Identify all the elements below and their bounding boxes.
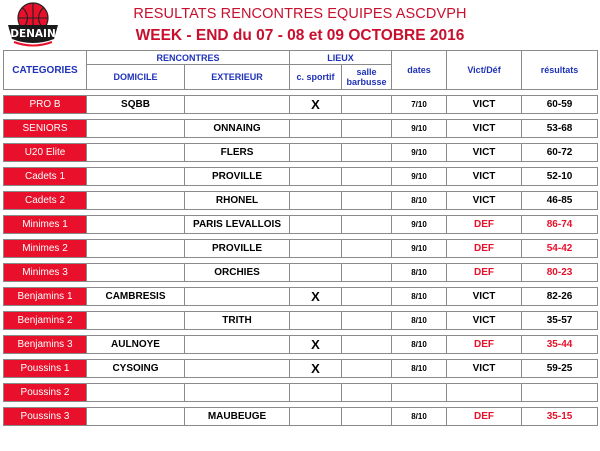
cell-exterieur: PROVILLE [185, 168, 290, 186]
cell-date: 8/10 [392, 360, 447, 378]
cell-categorie: Poussins 1 [4, 360, 87, 378]
cell-resultat: 80-23 [522, 264, 598, 282]
cell-vict-def: VICT [447, 192, 522, 210]
cell-vict-def: VICT [447, 144, 522, 162]
cell-date: 9/10 [392, 216, 447, 234]
cell-c-sportif [290, 408, 342, 426]
cell-salle-barbusse [342, 216, 392, 234]
header-c-sportif: c. sportif [290, 65, 342, 90]
cell-exterieur: FLERS [185, 144, 290, 162]
cell-domicile [87, 240, 185, 258]
cell-categorie: Cadets 2 [4, 192, 87, 210]
cell-salle-barbusse [342, 264, 392, 282]
header-dates: dates [392, 51, 447, 90]
cell-c-sportif: X [290, 288, 342, 306]
cell-c-sportif: X [290, 360, 342, 378]
header-salle-barbusse: salle barbusse [342, 65, 392, 90]
cell-resultat: 82-26 [522, 288, 598, 306]
cell-vict-def: VICT [447, 312, 522, 330]
cell-date: 9/10 [392, 144, 447, 162]
cell-date: 8/10 [392, 312, 447, 330]
cell-domicile: SQBB [87, 96, 185, 114]
cell-exterieur [185, 384, 290, 402]
table-row [4, 240, 598, 258]
cell-salle-barbusse [342, 144, 392, 162]
cell-vict-def [447, 384, 522, 402]
cell-categorie: PRO B [4, 96, 87, 114]
cell-vict-def: VICT [447, 360, 522, 378]
cell-c-sportif [290, 144, 342, 162]
cell-categorie: Benjamins 2 [4, 312, 87, 330]
cell-resultat: 54-42 [522, 240, 598, 258]
cell-date: 8/10 [392, 288, 447, 306]
cell-exterieur [185, 336, 290, 354]
cell-c-sportif [290, 120, 342, 138]
cell-date: 8/10 [392, 192, 447, 210]
cell-vict-def: DEF [447, 240, 522, 258]
cell-resultat: 60-72 [522, 144, 598, 162]
cell-exterieur: RHONEL [185, 192, 290, 210]
cell-domicile [87, 168, 185, 186]
cell-domicile [87, 192, 185, 210]
cell-salle-barbusse [342, 240, 392, 258]
cell-c-sportif [290, 264, 342, 282]
cell-categorie: Minimes 1 [4, 216, 87, 234]
cell-exterieur: PROVILLE [185, 240, 290, 258]
header-rencontres: RENCONTRES [87, 51, 290, 65]
cell-categorie: Minimes 2 [4, 240, 87, 258]
cell-salle-barbusse [342, 336, 392, 354]
cell-categorie: Benjamins 3 [4, 336, 87, 354]
cell-domicile [87, 120, 185, 138]
cell-categorie: SENIORS [4, 120, 87, 138]
cell-categorie: Poussins 3 [4, 408, 87, 426]
cell-date: 9/10 [392, 168, 447, 186]
table-row [4, 96, 598, 114]
table-row [4, 336, 598, 354]
header-categories: CATEGORIES [4, 51, 87, 90]
cell-resultat: 35-44 [522, 336, 598, 354]
cell-categorie: U20 Elite [4, 144, 87, 162]
cell-salle-barbusse [342, 168, 392, 186]
cell-c-sportif [290, 384, 342, 402]
table-row [4, 216, 598, 234]
cell-vict-def: DEF [447, 336, 522, 354]
cell-date: 8/10 [392, 408, 447, 426]
cell-vict-def: VICT [447, 168, 522, 186]
cell-resultat: 52-10 [522, 168, 598, 186]
cell-domicile [87, 216, 185, 234]
cell-salle-barbusse [342, 384, 392, 402]
cell-c-sportif [290, 216, 342, 234]
cell-domicile: CYSOING [87, 360, 185, 378]
cell-vict-def: VICT [447, 96, 522, 114]
cell-domicile: CAMBRESIS [87, 288, 185, 306]
cell-vict-def: DEF [447, 216, 522, 234]
cell-domicile [87, 408, 185, 426]
cell-categorie: Poussins 2 [4, 384, 87, 402]
cell-c-sportif [290, 168, 342, 186]
table-row [4, 312, 598, 330]
cell-categorie: Cadets 1 [4, 168, 87, 186]
cell-exterieur [185, 96, 290, 114]
header-lieux: LIEUX [290, 51, 392, 65]
cell-exterieur: MAUBEUGE [185, 408, 290, 426]
cell-exterieur [185, 360, 290, 378]
cell-date: 8/10 [392, 264, 447, 282]
cell-date: 7/10 [392, 96, 447, 114]
cell-categorie: Benjamins 1 [4, 288, 87, 306]
cell-domicile [87, 144, 185, 162]
cell-vict-def: VICT [447, 120, 522, 138]
cell-domicile: AULNOYE [87, 336, 185, 354]
table-row [4, 168, 598, 186]
cell-vict-def: DEF [447, 264, 522, 282]
header-vict-def: Vict/Déf [447, 51, 522, 90]
cell-domicile [87, 312, 185, 330]
results-table [3, 50, 598, 426]
cell-salle-barbusse [342, 192, 392, 210]
cell-salle-barbusse [342, 312, 392, 330]
cell-exterieur: ONNAING [185, 120, 290, 138]
cell-c-sportif: X [290, 96, 342, 114]
page-subtitle: WEEK - END du 07 - 08 et 09 OCTOBRE 2016 [135, 27, 465, 44]
table-row [4, 120, 598, 138]
cell-resultat: 59-25 [522, 360, 598, 378]
cell-resultat: 53-68 [522, 120, 598, 138]
cell-salle-barbusse [342, 120, 392, 138]
table-row [4, 264, 598, 282]
cell-c-sportif [290, 240, 342, 258]
cell-salle-barbusse [342, 288, 392, 306]
table-row [4, 288, 598, 306]
cell-resultat: 60-59 [522, 96, 598, 114]
cell-salle-barbusse [342, 96, 392, 114]
cell-vict-def: VICT [447, 288, 522, 306]
cell-resultat: 46-85 [522, 192, 598, 210]
cell-c-sportif: X [290, 336, 342, 354]
cell-date: 8/10 [392, 336, 447, 354]
table-row [4, 192, 598, 210]
cell-date: 9/10 [392, 240, 447, 258]
cell-domicile [87, 264, 185, 282]
table-row [4, 408, 598, 426]
cell-salle-barbusse [342, 360, 392, 378]
cell-date [392, 384, 447, 402]
logo-text: DENAIN [10, 28, 56, 40]
page-title: RESULTATS RENCONTRES EQUIPES ASCDVPH [133, 6, 467, 22]
header-exterieur: EXTERIEUR [185, 65, 290, 90]
table-row [4, 384, 598, 402]
cell-vict-def: DEF [447, 408, 522, 426]
header-resultats: résultats [522, 51, 598, 90]
cell-categorie: Minimes 3 [4, 264, 87, 282]
cell-domicile [87, 384, 185, 402]
cell-salle-barbusse [342, 408, 392, 426]
cell-resultat [522, 384, 598, 402]
cell-resultat: 35-57 [522, 312, 598, 330]
cell-resultat: 35-15 [522, 408, 598, 426]
table-row [4, 144, 598, 162]
cell-c-sportif [290, 192, 342, 210]
cell-exterieur: PARIS LEVALLOIS [185, 216, 290, 234]
cell-exterieur: ORCHIES [185, 264, 290, 282]
table-row [4, 360, 598, 378]
cell-resultat: 86-74 [522, 216, 598, 234]
cell-exterieur [185, 288, 290, 306]
cell-date: 9/10 [392, 120, 447, 138]
header-domicile: DOMICILE [87, 65, 185, 90]
cell-exterieur: TRITH [185, 312, 290, 330]
cell-c-sportif [290, 312, 342, 330]
